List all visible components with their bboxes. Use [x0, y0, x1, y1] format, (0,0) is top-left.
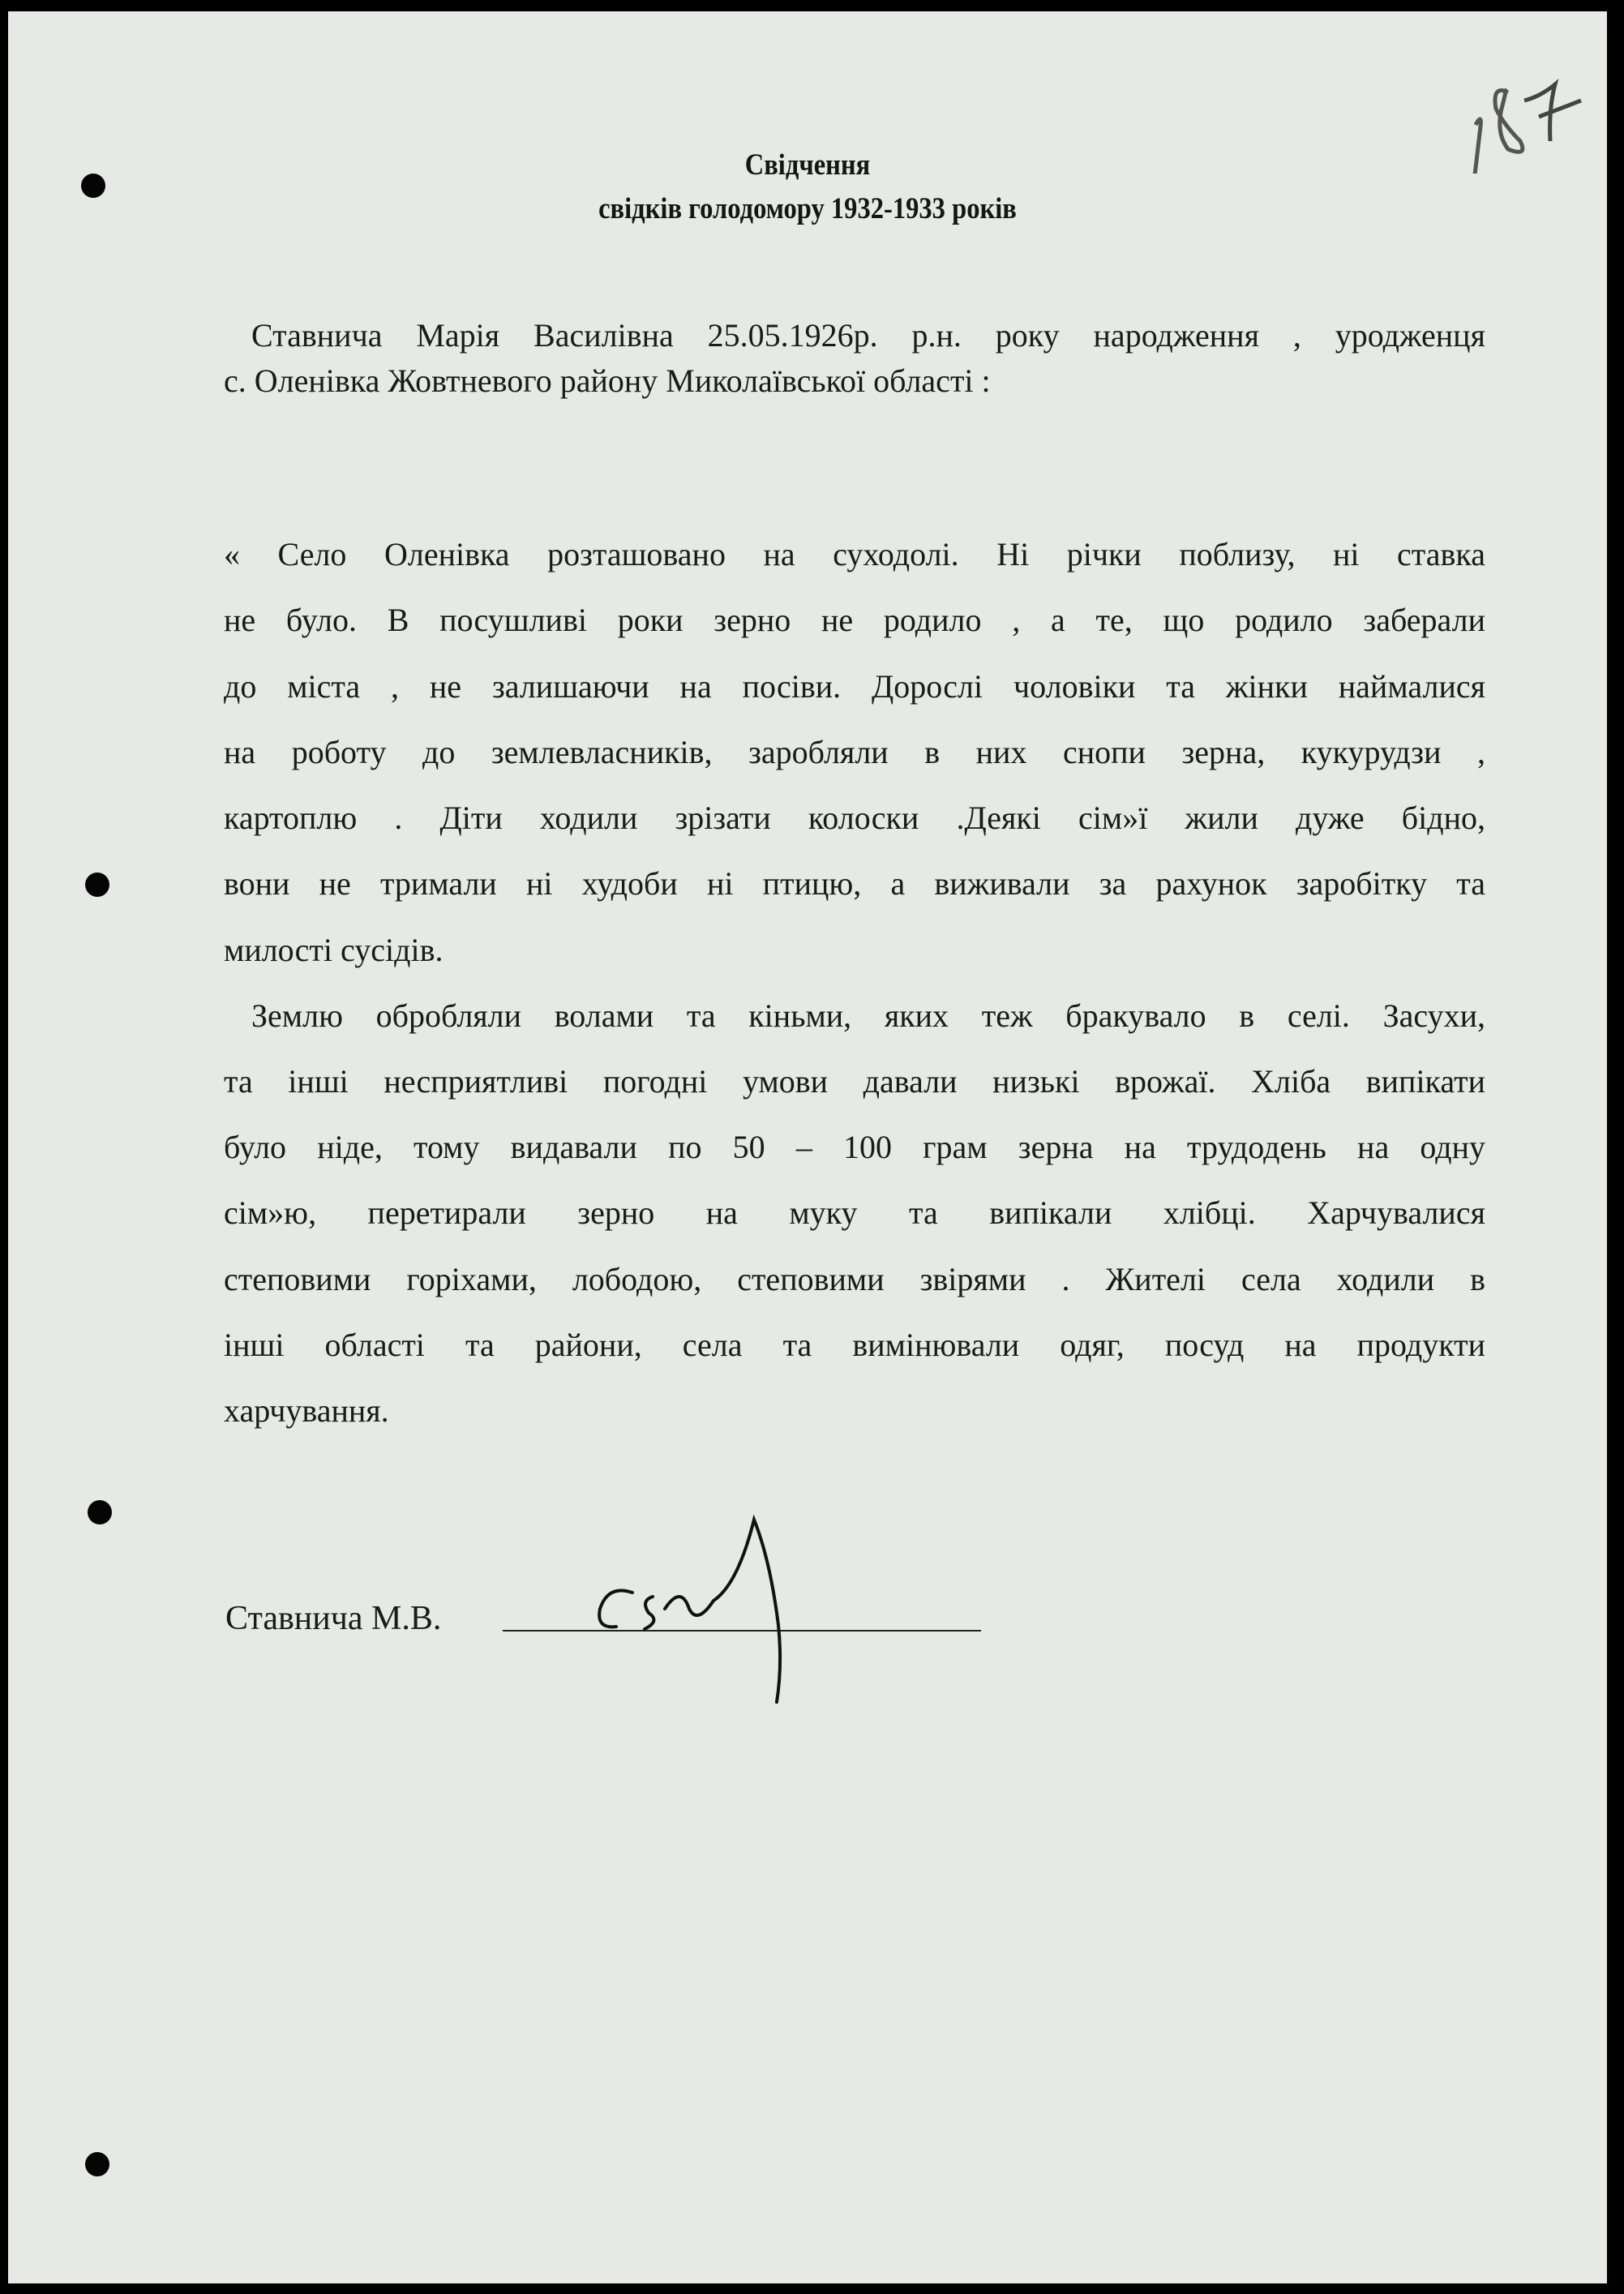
- paragraph-line: не було. В посушливі роки зерно не родило , а те, що родило заберали: [224, 602, 1485, 638]
- paragraph-line: сім»ю, перетирали зерно на муку та випікали хлібці. Харчувалися: [224, 1194, 1485, 1231]
- paragraph-line: картоплю . Діти ходили зрізати колоски .Деякі сім»ї жили дуже бідно,: [224, 800, 1485, 836]
- paragraph-line: Землю обробляли волами та кіньми, яких теж бракувало в селі. Засухи,: [251, 997, 1485, 1034]
- document-subtitle: свідків голодомору 1932-1933 років: [598, 192, 1017, 225]
- handwritten-signature: [576, 1487, 916, 1706]
- paragraph-line: на роботу до землевласників, заробляли в них снопи зерна, кукурудзи ,: [224, 734, 1485, 770]
- binder-hole: [85, 2152, 109, 2176]
- intro-line: с. Оленівка Жовтневого району Миколаївської області :: [224, 362, 991, 399]
- binder-hole: [81, 174, 105, 198]
- paragraph-line: степовими горіхами, лободою, степовими звірями . Жителі села ходили в: [224, 1261, 1485, 1297]
- document-page: [8, 11, 1607, 2283]
- document-title: Свідчення: [744, 148, 871, 182]
- paragraph-line: милості сусідів.: [224, 932, 443, 968]
- paragraph-line: та інші несприятливі погодні умови давали низькі врожаї. Хліба випікати: [224, 1063, 1485, 1100]
- paragraph-line: харчування.: [224, 1392, 389, 1429]
- paragraph-line: було ніде, тому видавали по 50 – 100 грам зерна на трудодень на одну: [224, 1129, 1485, 1165]
- binder-hole: [85, 873, 109, 897]
- paragraph-line: інші області та райони, села та вимінювали одяг, посуд на продукти: [224, 1327, 1485, 1363]
- paragraph-line: вони не тримали ні худоби ні птицю, а виживали за рахунок заробітку та: [224, 865, 1485, 902]
- binder-hole: [88, 1500, 112, 1524]
- intro-line: Ставнича Марія Василівна 25.05.1926р. р.н. року народження , уродженця: [251, 317, 1485, 354]
- signatory-name: Ставнича М.В.: [225, 1600, 442, 1637]
- paragraph-line: « Село Оленівка розташовано на суходолі. Ні річки поблизу, ні ставка: [224, 536, 1485, 572]
- paragraph-line: до міста , не залишаючи на посіви. Дорослі чоловіки та жінки наймалися: [224, 668, 1485, 705]
